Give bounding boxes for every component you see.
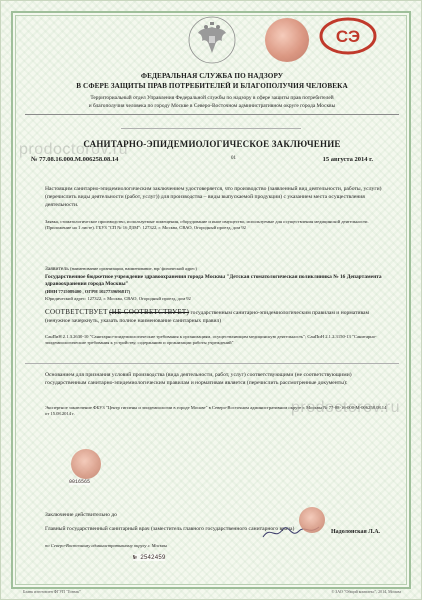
watermark-top: prodoctorov.ru xyxy=(19,141,128,158)
footer-right: © ЗАО "Общий комплекс", 2014, Москва xyxy=(331,589,401,594)
applicant-block xyxy=(45,265,389,273)
stamp-seal-1 xyxy=(71,449,101,479)
territorial-office xyxy=(21,95,403,110)
applicant-name: Государственное бюджетное учреждение здравоохранения города Москвы "Детская стоматологическая поликлиника № 16 Департамента здравоохранения города Москвы" xyxy=(45,274,382,288)
valid-until: Заключение действительно до xyxy=(45,512,117,518)
applicant-label: Заявитель xyxy=(45,266,69,272)
stamp-number-1: 0016565 xyxy=(69,479,91,485)
basis-details: Экспертное заключение ФБУЗ "Центр гигиены и эпидемиологии в городе Москве" в Северо-Восточном административном округе г. Москвы № 77-08-16-000-М-006258.08.14 от 15.08.2014 г. xyxy=(45,405,387,417)
state-emblem-icon xyxy=(187,15,237,65)
form-footer xyxy=(23,589,401,594)
intro-paragraph: Настоящим санитарно-эпидемиологическим заключением удостоверяется, что производство (заявленный вид деятельности, работы, услуги) (перечислить виды деятельности (работ, услуг)) для производства – виды выпускаемой продукции) с указанием места осуществления деятельности. xyxy=(45,186,382,208)
conformity-struck: (НЕ СООТВЕТСТВУЕТ) xyxy=(109,308,190,316)
sub-divider xyxy=(121,128,301,129)
ministry-line-1: ФЕДЕРАЛЬНАЯ СЛУЖБА ПО НАДЗОРУ xyxy=(140,72,284,80)
mid-divider xyxy=(25,363,399,364)
territorial-line-2: и благополучия человека по городу Москве в Северо-Восточном административном округе города Москвы xyxy=(88,102,336,109)
header-divider xyxy=(25,114,399,115)
conformity-statement xyxy=(45,308,389,326)
signatory-role: Главный государственный санитарный врач (заместитель главного государственного санитарного врача) xyxy=(45,526,295,532)
signatory-name: Надолонская Л.А. xyxy=(331,529,381,535)
footer-left: Бланк изготовлен ФГУП "Гознак" xyxy=(23,589,81,594)
ministry-name xyxy=(21,71,403,91)
blank-number: № 2542459 xyxy=(133,554,166,561)
applicant-address: Юридический адрес: 127322, г. Москва, СВАО, Огородный проезд, дом 92 xyxy=(45,296,191,301)
stamp-seal-2 xyxy=(299,507,325,533)
certificate-date: 15 августа 2014 г. xyxy=(322,156,373,163)
conformity-lead: СООТВЕТСТВУЕТ xyxy=(45,308,108,316)
territorial-line-1: Территориальный отдел Управления Федеральной службы по надзору в сфере защиты прав потребителей xyxy=(90,95,334,101)
sanitary-rules: СанПиН 2.1.3.2630-10 "Санитарно-эпидемиологические требования к организациям, осуществляющим медицинскую деятельность"; СанПиН 2.1.2.3150-13 "Санитарно-эпидемиологические требования к устройству, содержанию и организации работы учреждений" xyxy=(45,334,377,346)
signatory-place: по Северо-Восточному административному округу г. Москвы xyxy=(45,543,167,548)
conformity-text: государственным санитарно-эпидемиологическим правилам и нормативам (ненужное зачеркнуть, указать полное наименование санитарных правил) xyxy=(45,310,370,325)
certificate-number: № 77.08.16.000.М.006258.08.14 xyxy=(31,156,119,163)
se-logo xyxy=(319,17,377,55)
watermark-bottom: prodoctorov.ru xyxy=(291,399,400,416)
applicant-ids: (ИНН 7715089400 , ОГРН 1027739696817) xyxy=(45,289,131,294)
applicant-label-hint: (наименование организации, наименование, юр/ физический адрес) xyxy=(70,266,197,271)
basis-paragraph: Основанием для признания условий производства (вида деятельности, работ, услуг) соответствующими (не соответствующими) государственным санитарно-эпидемиологическим правилам и нормативам является (перечислить рассмотренные документы): xyxy=(45,372,352,386)
activity-details: Заявка, стоматологическое производство, используемые помещения, оборудование и иное имущество, используемые для осуществления медицинской деятельности. (Приложение на 1 листе). ГБУЗ "СП № 16 ДЗМ": 127322, г. Москва, СВАО, Огородный проезд, дом 92 xyxy=(45,219,369,231)
document-title: САНИТАРНО-ЭПИДЕМИОЛОГИЧЕСКОЕ ЗАКЛЮЧЕНИЕ xyxy=(83,139,341,149)
certificate-sequence: 01 xyxy=(231,156,236,161)
hologram-seal xyxy=(265,18,309,62)
se-logo-text: СЭ xyxy=(335,27,361,46)
ministry-line-2: В СФЕРЕ ЗАЩИТЫ ПРАВ ПОТРЕБИТЕЛЕЙ И БЛАГОПОЛУЧИЯ ЧЕЛОВЕКА xyxy=(76,82,348,90)
